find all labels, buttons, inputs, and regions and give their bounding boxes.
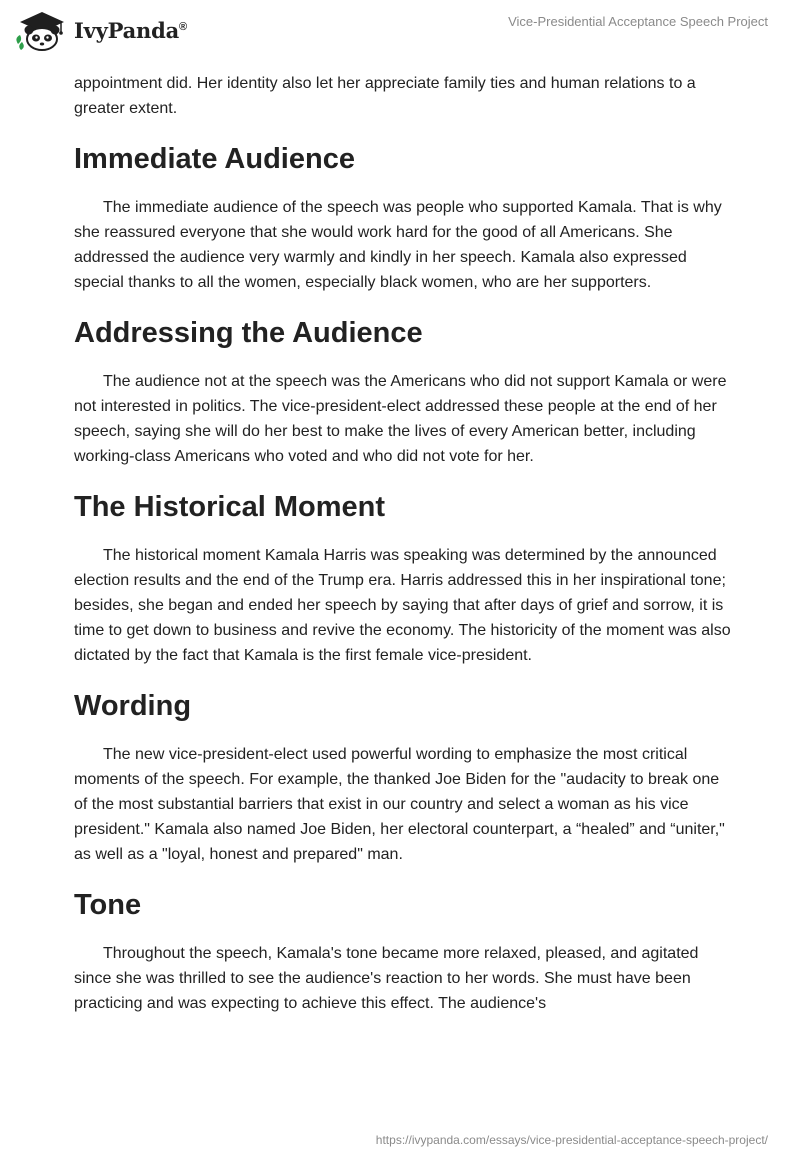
section-body-historical-moment: The historical moment Kamala Harris was speaking was determined by the announced election results and the end of the Trump era. Harris addressed this in her inspirational tone; besides, she began and ended her speech by saying that after days of grief and sorrow, it is time to get down to business and revive the economy. The historicity of the moment was also dictated by the fact that Kamala is the first female vice-president. — [74, 547, 731, 664]
brand-label: IvyPanda — [74, 17, 180, 43]
page-header — [0, 0, 800, 60]
section-body-addressing-audience: The audience not at the speech was the Americans who did not support Kamala or were not interested in politics. The vice-president-elect addressed these people at the end of her speech, saying she will do her best to make the lives of every American better, including working-class Americans who voted and who did not vote for her. — [74, 373, 727, 465]
intro-paragraph: appointment did. Her identity also let her appreciate family ties and human relations to a greater extent. — [74, 75, 696, 117]
section-body-immediate-audience: The immediate audience of the speech was people who supported Kamala. That is why she reassured everyone that she would work hard for the good of all Americans. She addressed the audience very warmly and kindly in her speech. Kamala also expressed special thanks to all the women, especially black women, who are her supporters. — [74, 199, 722, 291]
section-heading-addressing-audience: Addressing the Audience — [74, 317, 423, 349]
panda-graduation-cap-icon — [14, 8, 70, 52]
ivypanda-logo[interactable] — [14, 8, 187, 52]
source-url-link[interactable]: https://ivypanda.com/essays/vice-presidential-acceptance-speech-project/ — [375, 1133, 768, 1147]
brand-name — [74, 18, 187, 43]
essay-content — [74, 71, 734, 1016]
section-body-wording: The new vice-president-elect used powerful wording to emphasize the most critical moments of the speech. For example, the thanked Joe Biden for the "audacity to break one of the most substantial barriers that exist in our country and select a woman as his vice president." Kamala also named Joe Biden, her electoral counterpart, a “healed” and “uniter," as well as a "loyal, honest and prepared" man. — [74, 746, 725, 863]
section-heading-historical-moment: The Historical Moment — [74, 491, 385, 523]
section-heading-tone: Tone — [74, 889, 142, 921]
section-body-tone: Throughout the speech, Kamala's tone became more relaxed, pleased, and agitated since she was thrilled to see the audience's reaction to her words. She must have been practicing and was expecting to achieve this effect. The audience's — [74, 945, 699, 1012]
section-heading-immediate-audience: Immediate Audience — [74, 143, 355, 175]
registered-mark: ® — [179, 20, 187, 33]
document-title: Vice-Presidential Acceptance Speech Project — [508, 14, 768, 29]
section-heading-wording: Wording — [74, 690, 192, 722]
